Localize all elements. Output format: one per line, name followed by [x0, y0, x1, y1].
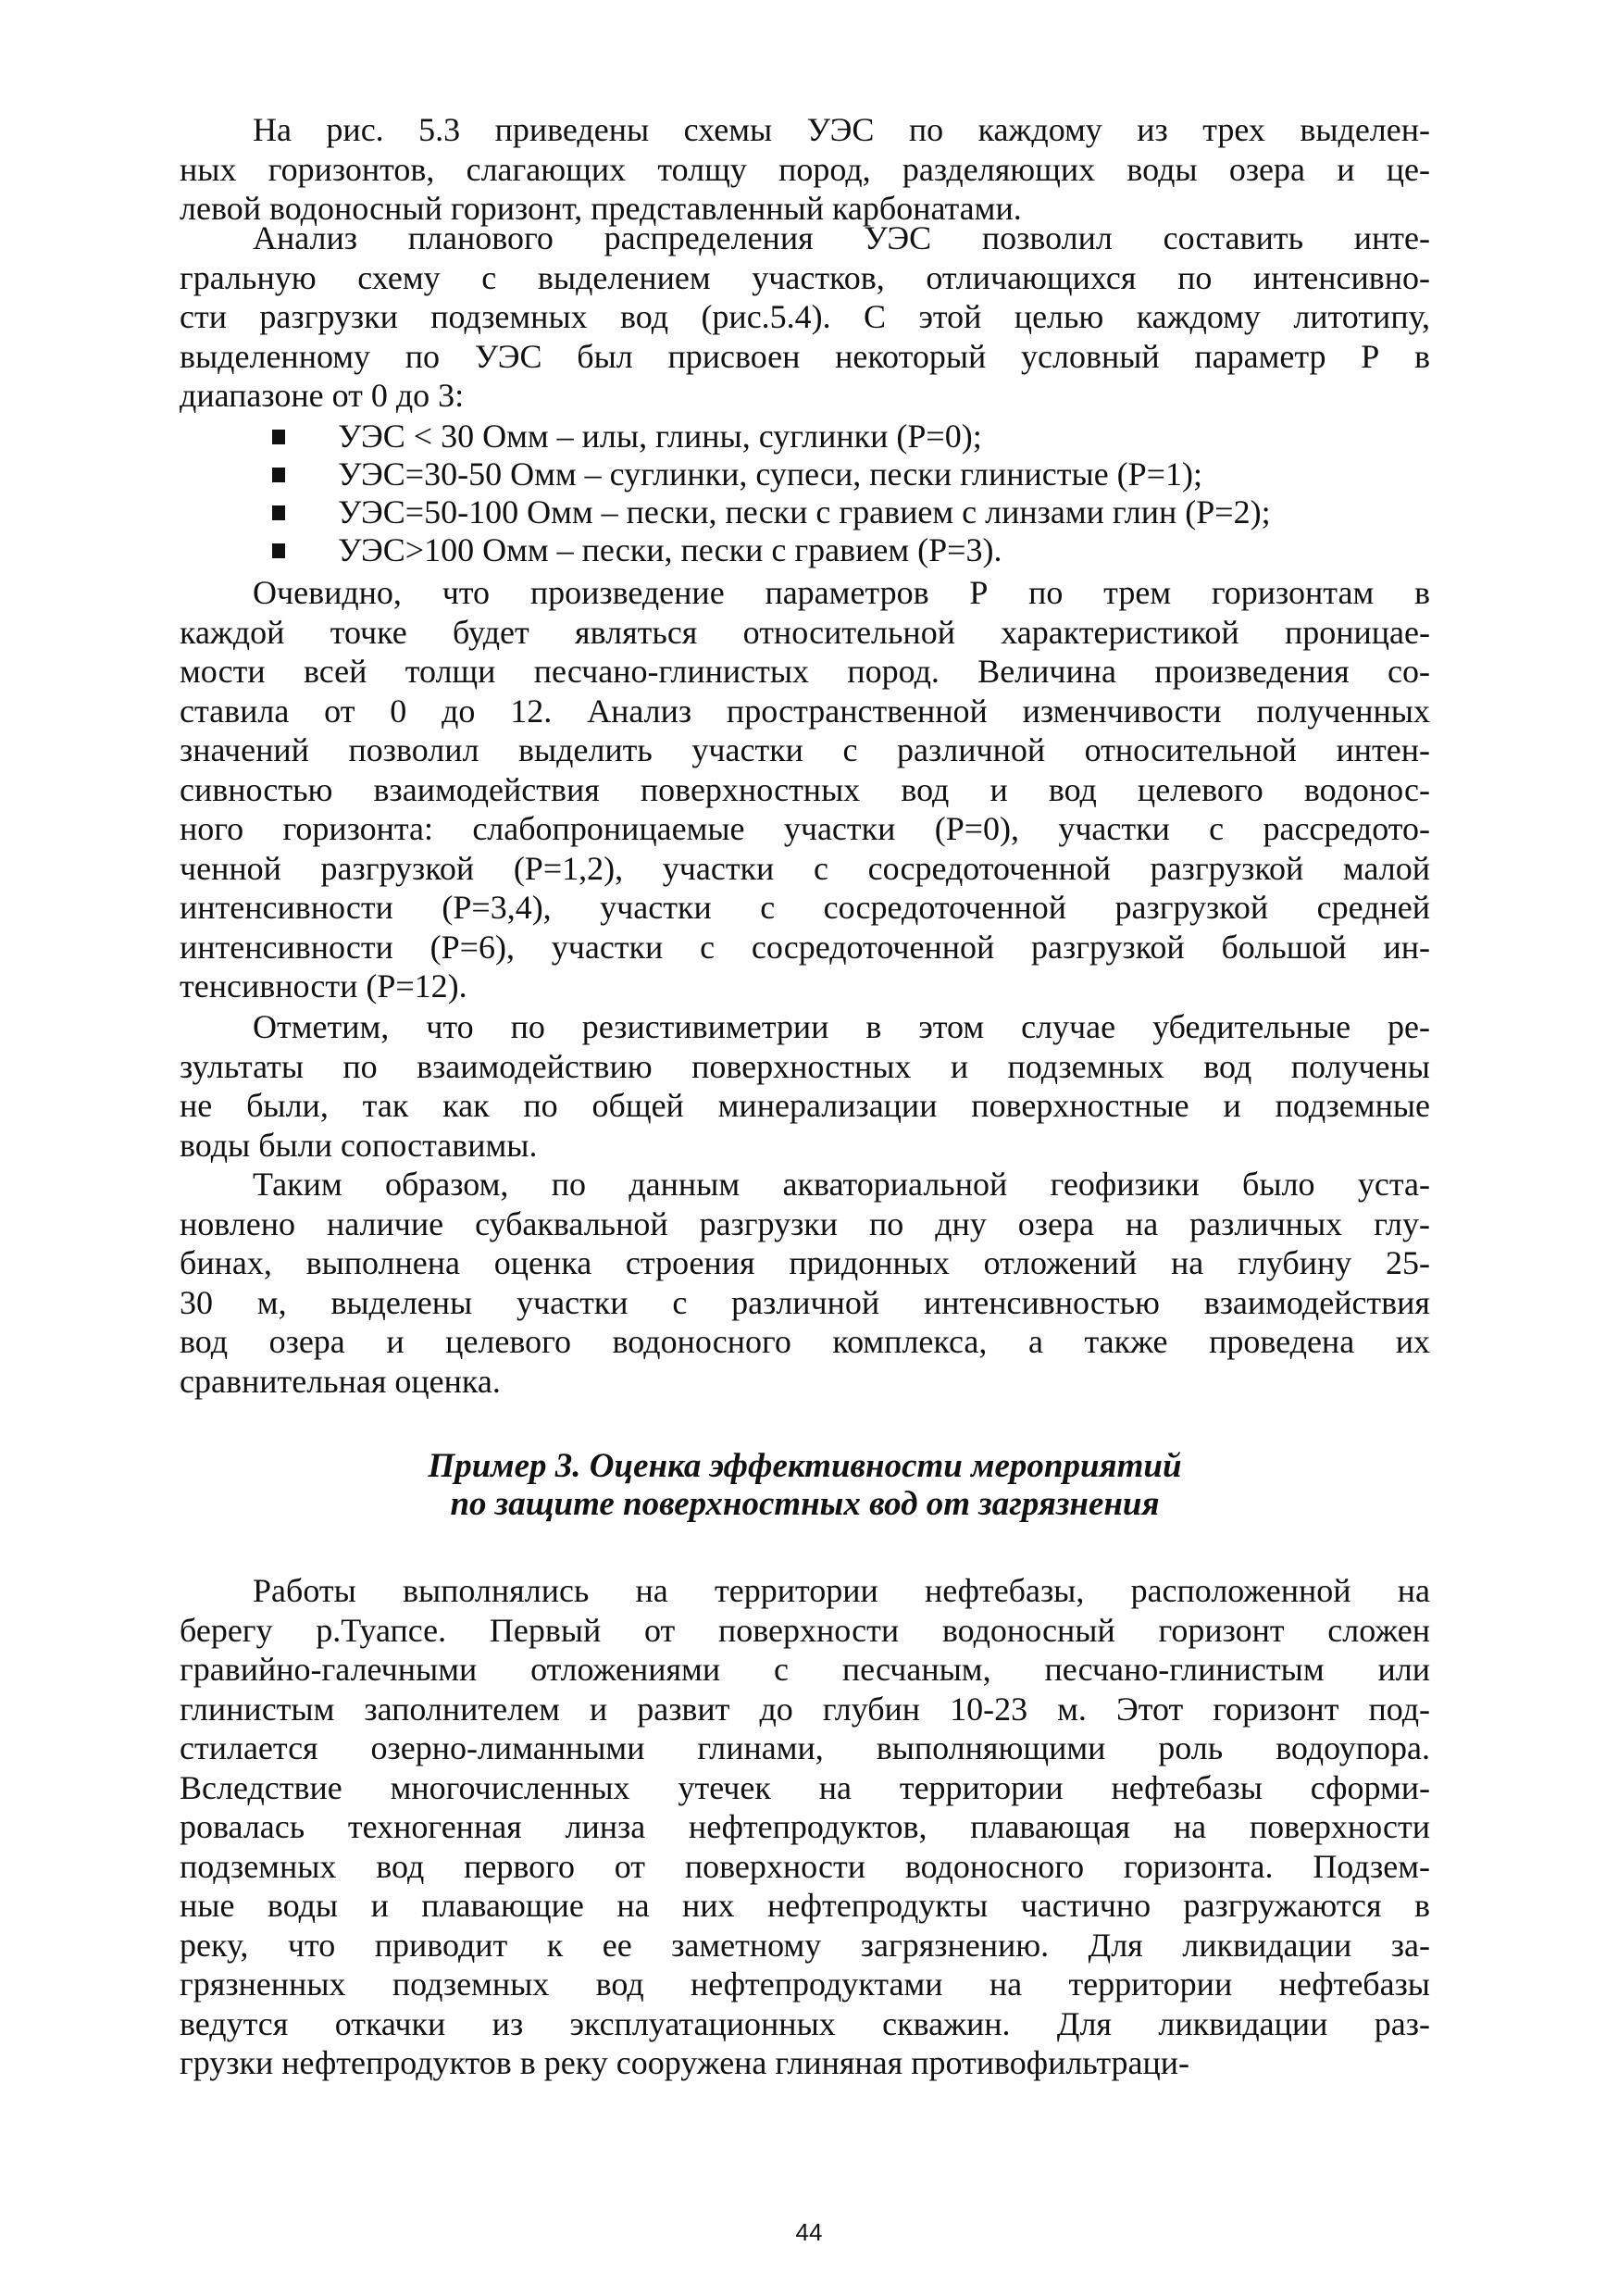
bullet-square-icon [272, 543, 285, 558]
bullet-text: УЭС < 30 Омм – илы, глины, суглинки (Р=0); [338, 418, 982, 455]
text-line: стилается озерно-лиманными глинами, выполняющими роль водоупора. [180, 1729, 1430, 1766]
bullet-text: УЭС=50-100 Омм – пески, пески с гравием с линзами глин (Р=2); [338, 493, 1271, 530]
bullet-list [272, 418, 1430, 569]
text-line: левой водоносный горизонт, представленный карбонатами. [180, 190, 1022, 227]
text-line: грузки нефтепродуктов в реку сооружена глиняная противофильтраци- [180, 2044, 1190, 2081]
text-line: новлено наличие субаквальной разгрузки по дну озера на различных глу- [180, 1204, 1430, 1242]
text-line: сти разгрузки подземных вод (рис.5.4). С этой целью каждому литотипу, [180, 298, 1430, 335]
text-line: тенсивности (Р=12). [180, 967, 467, 1004]
text-line: ровалась техногенная линза нефтепродуктов, плавающая на поверхности [180, 1808, 1430, 1845]
text-line: Работы выполнялись на территории нефтебазы, расположенной на [253, 1572, 1430, 1609]
text-line: грязненных подземных вод нефтепродуктами на территории нефтебазы [180, 1965, 1430, 2003]
bullet-item [272, 418, 1430, 455]
text-line: значений позволил выделить участки с различной относительной интен- [180, 731, 1430, 768]
text-line: 30 м, выделены участки с различной интенсивностью взаимодействия [180, 1283, 1430, 1321]
text-line: сравнительная оценка. [180, 1362, 501, 1400]
text-line: не были, так как по общей минерализации поверхностные и подземные [180, 1087, 1430, 1124]
text-line: выделенному по УЭС был присвоен некоторый условный параметр Р в [180, 337, 1430, 375]
text-line: вод озера и целевого водоносного комплекса, а также проведена их [180, 1323, 1430, 1360]
text-line: Анализ планового распределения УЭС позволил составить инте- [253, 219, 1430, 256]
text-line: ного горизонта: слабопроницаемые участки (Р=0), участки с рассредото- [180, 810, 1430, 847]
text-line: гральную схему с выделением участков, отличающихся по интенсивно- [180, 258, 1430, 296]
text-line: интенсивности (Р=6), участки с сосредоточенной разгрузкой большой ин- [180, 928, 1430, 966]
text-line: воды были сопоставимы. [180, 1126, 538, 1164]
bullet-square-icon [272, 430, 285, 444]
text-line: ных горизонтов, слагающих толщу пород, разделяющих воды озера и це- [180, 150, 1430, 188]
paragraph-2 [180, 218, 1430, 416]
text-line: ведутся откачки из эксплуатационных скважин. Для ликвидации раз- [180, 2004, 1430, 2042]
bullet-square-icon [272, 468, 285, 482]
text-line: интенсивности (Р=3,4), участки с сосредоточенной разгрузкой средней [180, 889, 1430, 926]
text-line: подземных вод первого от поверхности водоносного горизонта. Подзем- [180, 1847, 1430, 1885]
bullet-item [272, 531, 1430, 569]
text-line: диапазоне от 0 до 3: [180, 377, 465, 414]
bullet-square-icon [272, 505, 285, 520]
text-line: мости всей толщи песчано-глинистых пород. Величина произведения со- [180, 653, 1430, 690]
paragraph-5 [180, 1165, 1430, 1401]
text-line: каждой точке будет являться относительной характеристикой проницае- [180, 613, 1430, 651]
text-line: На рис. 5.3 приведены схемы УЭС по каждому из трех выделен- [253, 111, 1430, 148]
text-line: Таким образом, по данным акваториальной геофизики было уста- [253, 1166, 1430, 1203]
text-line: гравийно-галечными отложениями с песчаным, песчано-глинистым или [180, 1651, 1430, 1688]
paragraph-3 [180, 573, 1430, 1006]
text-line: глинистым заполнителем и развит до глубин 10-23 м. Этот горизонт под- [180, 1690, 1430, 1728]
text-line: бинах, выполнена оценка строения придонных отложений на глубину 25- [180, 1244, 1430, 1281]
bullet-item [272, 493, 1430, 531]
paragraph-1 [180, 110, 1430, 229]
text-line: зультаты по взаимодействию поверхностных и подземных вод получены [180, 1047, 1430, 1085]
text-line: берегу р.Туапсе. Первый от поверхности водоносный горизонт сложен [180, 1611, 1430, 1649]
bullet-text: УЭС=30-50 Омм – суглинки, супеси, пески глинистые (Р=1); [338, 455, 1202, 493]
page-number: 44 [795, 2218, 823, 2246]
text-line: ставила от 0 до 12. Анализ пространственной изменчивости полученных [180, 692, 1430, 730]
heading-line: Пример 3. Оценка эффективности мероприятий [428, 1447, 1182, 1485]
section-heading [180, 1447, 1430, 1523]
text-line: Отметим, что по резистивиметрии в этом случае убедительные ре- [253, 1008, 1430, 1045]
text-line: реку, что приводит к ее заметному загрязнению. Для ликвидации за- [180, 1926, 1430, 1964]
text-line: Очевидно, что произведение параметров Р по трем горизонтам в [253, 574, 1430, 611]
text-line: ные воды и плавающие на них нефтепродукты частично разгружаются в [180, 1887, 1430, 1924]
text-line: Вследствие многочисленных утечек на территории нефтебазы сформи- [180, 1768, 1430, 1806]
text-line: сивностью взаимодействия поверхностных вод и вод целевого водонос- [180, 770, 1430, 808]
text-line: ченной разгрузкой (Р=1,2), участки с сосредоточенной разгрузкой малой [180, 849, 1430, 887]
bullet-text: УЭС>100 Омм – пески, пески с гравием (Р=3). [338, 531, 1002, 568]
paragraph-4 [180, 1007, 1430, 1165]
heading-line: по защите поверхностных вод от загрязнения [450, 1485, 1160, 1523]
paragraph-6 [180, 1571, 1430, 2083]
bullet-item [272, 455, 1430, 493]
